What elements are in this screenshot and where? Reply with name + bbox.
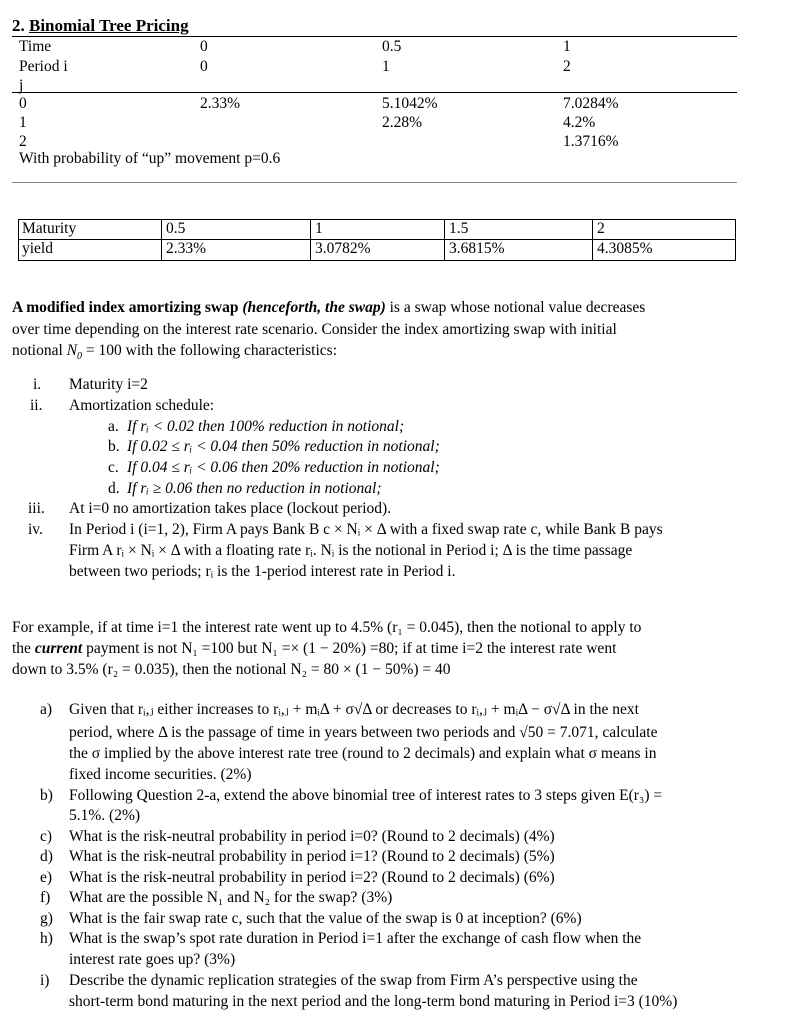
section-title: Binomial Tree Pricing bbox=[29, 16, 189, 35]
char-i-text: Maturity i=2 bbox=[69, 376, 148, 393]
tree-table-mid-rule bbox=[12, 92, 737, 93]
char-ii-num: ii. bbox=[30, 397, 43, 414]
question-f-label: f) bbox=[40, 889, 51, 906]
sched-a-num: a. bbox=[108, 418, 119, 435]
question-g-label: g) bbox=[40, 910, 53, 927]
yield-2: 3.0782% bbox=[315, 240, 371, 257]
char-iii-num: iii. bbox=[28, 500, 45, 517]
yield-1: 2.33% bbox=[166, 240, 207, 257]
example-current: current bbox=[34, 640, 83, 657]
example-line-2-a: the bbox=[12, 640, 31, 657]
char-iv-num: iv. bbox=[28, 521, 43, 538]
question-a-label: a) bbox=[40, 701, 53, 718]
rate-i1-j1: 2.28% bbox=[382, 114, 423, 131]
sched-d-text: If rᵢ ≥ 0.06 then no reduction in notional; bbox=[127, 480, 382, 497]
question-a-line-3: the σ implied by the above interest rate tree (round to 2 decimals) and explain what σ means in bbox=[69, 745, 657, 762]
sched-d-num: d. bbox=[108, 480, 120, 497]
example-line-3: down to 3.5% (r₂ = 0.035), then the notional N₂ = 80 × (1 − 50%) = 40 bbox=[12, 661, 451, 678]
yield-col-4 bbox=[592, 220, 735, 260]
char-i-num: i. bbox=[33, 376, 42, 393]
sched-c-text: If 0.04 ≤ rᵢ < 0.06 then 20% reduction in notional; bbox=[127, 459, 440, 476]
period-0: 0 bbox=[200, 58, 208, 75]
intro-line-2: over time depending on the interest rate scenario. Consider the index amortizing swap with initial bbox=[12, 321, 617, 338]
yield-col-1 bbox=[161, 220, 310, 260]
question-h-line-1: What is the swap’s spot rate duration in Period i=1 after the exchange of cash flow when the bbox=[69, 930, 642, 947]
char-iv-line-1: In Period i (i=1, 2), Firm A pays Bank B c × Nᵢ × Δ with a fixed swap rate c, while Bank B pays bbox=[69, 521, 663, 538]
period-1: 1 bbox=[382, 58, 390, 75]
probability-note: With probability of “up” movement p=0.6 bbox=[19, 150, 281, 167]
char-iv-line-2: Firm A rᵢ × Nᵢ × Δ with a floating rate rᵢ. Nᵢ is the notional in Period i; Δ is the time passage bbox=[69, 542, 633, 559]
char-iv-line-3: between two periods; rᵢ is the 1-period interest rate in Period i. bbox=[69, 563, 456, 580]
maturity-4: 2 bbox=[597, 220, 605, 237]
yield-col-3 bbox=[444, 220, 592, 260]
yield-table bbox=[18, 219, 736, 261]
rate-i1-j0: 5.1042% bbox=[382, 95, 438, 112]
example-line-2-b: payment is not N₁ =100 but N₁ =× (1 − 20%) =80; if at time i=2 the interest rate went bbox=[86, 640, 617, 657]
question-i-line-2: short-term bond maturing in the next period and the long-term bond maturing in Period i=3 (10%) bbox=[69, 993, 678, 1010]
question-f-line-1: What are the possible N₁ and N₂ for the swap? (3%) bbox=[69, 889, 393, 906]
question-a-line-4: fixed income securities. (2%) bbox=[69, 766, 252, 783]
time-0: 0 bbox=[200, 38, 208, 55]
yield-col-2 bbox=[310, 220, 444, 260]
question-d-line-1: What is the risk-neutral probability in period i=1? (Round to 2 decimals) (5%) bbox=[69, 848, 555, 865]
rate-i2-j0: 7.0284% bbox=[563, 95, 619, 112]
maturity-3: 1.5 bbox=[449, 220, 469, 237]
j-label: j bbox=[19, 77, 24, 94]
question-e-line-1: What is the risk-neutral probability in period i=2? (Round to 2 decimals) (6%) bbox=[69, 869, 555, 886]
time-label: Time bbox=[19, 38, 52, 55]
j-0: 0 bbox=[19, 95, 27, 112]
question-a-line-1: Given that rᵢ,ⱼ either increases to rᵢ,ⱼ + mᵢΔ + σ√Δ or decreases to rᵢ,ⱼ + mᵢΔ − σ√Δ in the next bbox=[69, 701, 639, 718]
sched-a-text: If rᵢ < 0.02 then 100% reduction in notional; bbox=[127, 418, 405, 435]
rate-i2-j2: 1.3716% bbox=[563, 133, 619, 150]
char-iii-text: At i=0 no amortization takes place (lockout period). bbox=[69, 500, 392, 517]
question-c-line-1: What is the risk-neutral probability in period i=0? (Round to 2 decimals) (4%) bbox=[69, 828, 555, 845]
maturity-2: 1 bbox=[315, 220, 323, 237]
question-e-label: e) bbox=[40, 869, 53, 886]
question-b-label: b) bbox=[40, 787, 53, 804]
tree-table-bottom-rule bbox=[12, 182, 737, 183]
tree-table-top-rule bbox=[12, 36, 737, 37]
example-line-1: For example, if at time i=1 the interest rate went up to 4.5% (r₁ = 0.045), then the notional to apply to bbox=[12, 619, 642, 636]
period-2: 2 bbox=[563, 58, 571, 75]
period-label: Period i bbox=[19, 58, 68, 75]
j-1: 1 bbox=[19, 114, 27, 131]
question-h-line-2: interest rate goes up? (3%) bbox=[69, 951, 236, 968]
question-h-label: h) bbox=[40, 930, 53, 947]
char-ii-text: Amortization schedule: bbox=[69, 397, 215, 414]
sched-b-num: b. bbox=[108, 438, 120, 455]
sched-b-text: If 0.02 ≤ rᵢ < 0.04 then 50% reduction in notional; bbox=[127, 438, 440, 455]
intro-italic: (henceforth, the swap) bbox=[242, 299, 386, 316]
intro-line-1 bbox=[12, 298, 645, 318]
intro-line-3-suffix: with the following characteristics: bbox=[125, 342, 337, 359]
yield-4: 4.3085% bbox=[597, 240, 653, 257]
section-heading bbox=[12, 15, 189, 37]
intro-line-3: notional $N_0 = 100$ with the following characteristics: bbox=[12, 342, 337, 363]
j-2: 2 bbox=[19, 133, 27, 150]
yield-3: 3.6815% bbox=[449, 240, 505, 257]
question-d-label: d) bbox=[40, 848, 53, 865]
example-line-2 bbox=[12, 639, 616, 659]
sched-c-num: c. bbox=[108, 459, 119, 476]
intro-rest: is a swap whose notional value decreases bbox=[389, 299, 646, 316]
intro-line-3-prefix: notional bbox=[12, 342, 63, 359]
question-g-line-1: What is the fair swap rate c, such that the value of the swap is 0 at inception? (6%) bbox=[69, 910, 582, 927]
time-2: 1 bbox=[563, 38, 571, 55]
question-i-line-1: Describe the dynamic replication strategies of the swap from Firm A’s perspective using the bbox=[69, 972, 638, 989]
yield-label-col bbox=[19, 220, 161, 260]
section-number: 2. bbox=[12, 16, 25, 35]
rate-i2-j1: 4.2% bbox=[563, 114, 596, 131]
question-c-label: c) bbox=[40, 828, 53, 845]
yield-label: yield bbox=[22, 240, 53, 257]
intro-bold: A modified index amortizing swap bbox=[12, 299, 239, 316]
maturity-label: Maturity bbox=[22, 220, 77, 237]
time-1: 0.5 bbox=[382, 38, 402, 55]
maturity-1: 0.5 bbox=[166, 220, 186, 237]
question-b-line-1: Following Question 2-a, extend the above binomial tree of interest rates to 3 steps given E(r₃) = bbox=[69, 787, 663, 804]
rate-i0-j0: 2.33% bbox=[200, 95, 241, 112]
question-a-line-2: period, where Δ is the passage of time in years between two periods and √50 = 7.071, calculate bbox=[69, 724, 658, 741]
question-b-line-2: 5.1%. (2%) bbox=[69, 807, 141, 824]
question-i-label: i) bbox=[40, 972, 50, 989]
